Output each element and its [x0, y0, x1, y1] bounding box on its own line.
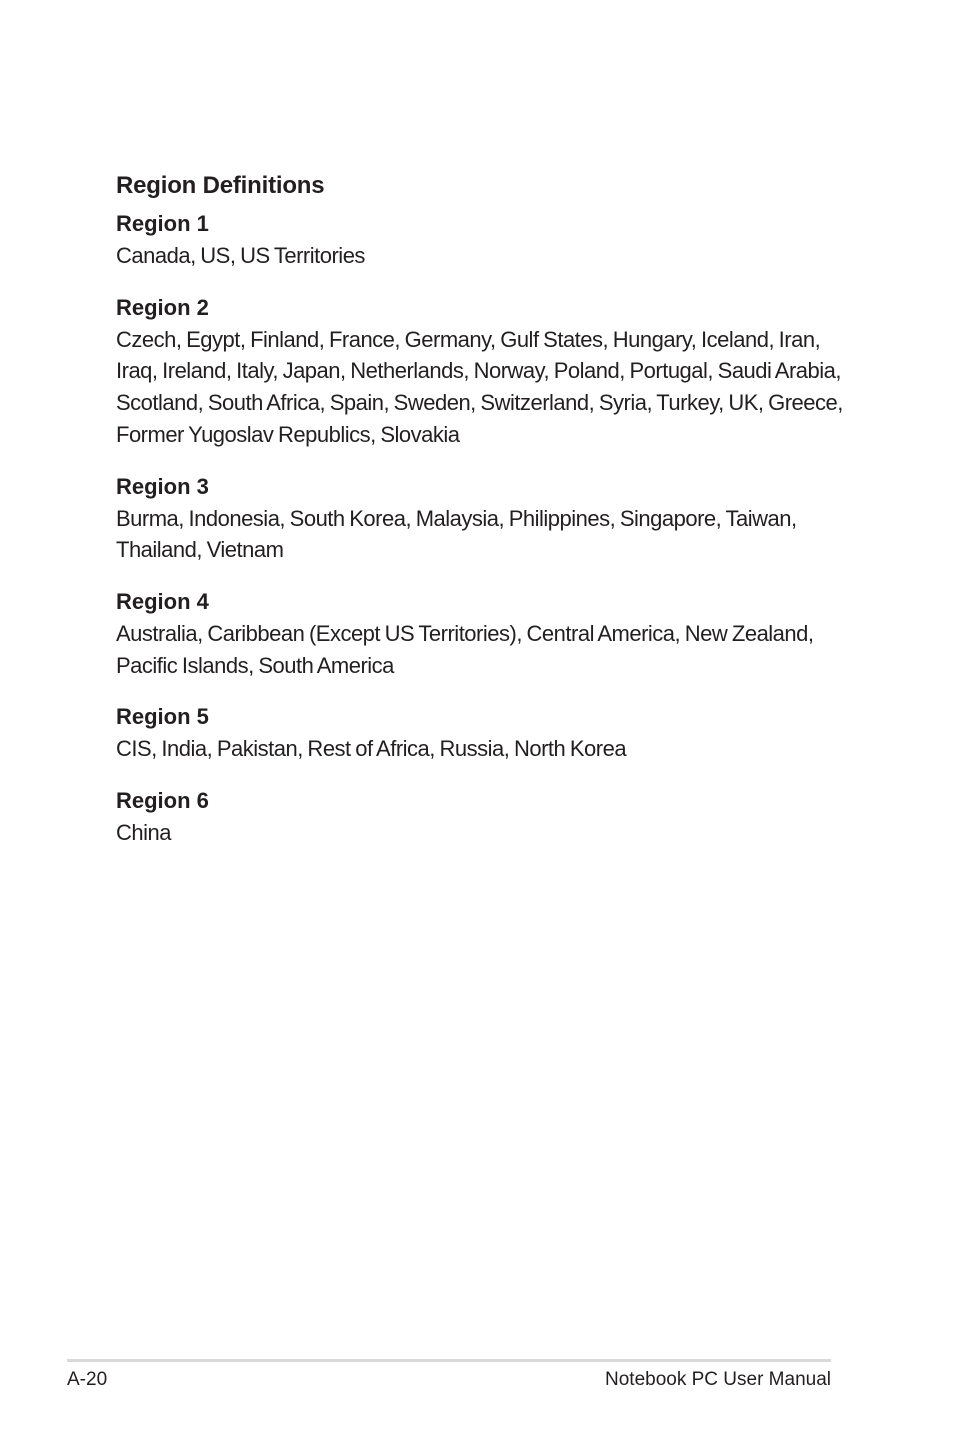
region-countries: Czech, Egypt, Finland, France, Germany, Gulf States, Hungary, Iceland, Iran, Iraq, Ireland, Italy, Japan, Netherlands, Norway, Poland, Portugal, Saudi Arabia, Scotland, South Africa, Spain, Sweden, Switzerland, Syria, Turkey, UK, Greece, Former Yugoslav Republics, Slovakia: [116, 326, 843, 447]
region-2-section: [116, 292, 846, 451]
page-title: Region Definitions: [116, 172, 325, 199]
footer-divider: [67, 1359, 831, 1362]
region-countries: Australia, Caribbean (Except US Territories), Central America, New Zealand, Pacific Islands, South America: [116, 620, 814, 678]
region-title: Region 3: [116, 473, 209, 499]
region-1-section: [116, 208, 846, 272]
region-countries: Canada, US, US Territories: [116, 243, 365, 268]
region-countries: CIS, India, Pakistan, Rest of Africa, Russia, North Korea: [116, 736, 627, 762]
region-3-section: [116, 471, 846, 566]
region-title: Region 6: [116, 788, 209, 814]
region-6-section: [116, 785, 846, 849]
region-title: Region 2: [116, 294, 209, 320]
region-title: Region 4: [116, 588, 209, 614]
region-title: Region 5: [116, 704, 209, 730]
region-4-section: [116, 586, 846, 681]
manual-title: Notebook PC User Manual: [605, 1369, 831, 1390]
region-countries: Burma, Indonesia, South Korea, Malaysia, Philippines, Singapore, Taiwan, Thailand, Vietnam: [116, 505, 797, 563]
region-5-section: [116, 701, 846, 765]
region-title: Region 1: [116, 211, 209, 236]
region-countries: China: [116, 820, 171, 846]
page-number: A-20: [67, 1369, 108, 1390]
page-content: [116, 170, 846, 869]
